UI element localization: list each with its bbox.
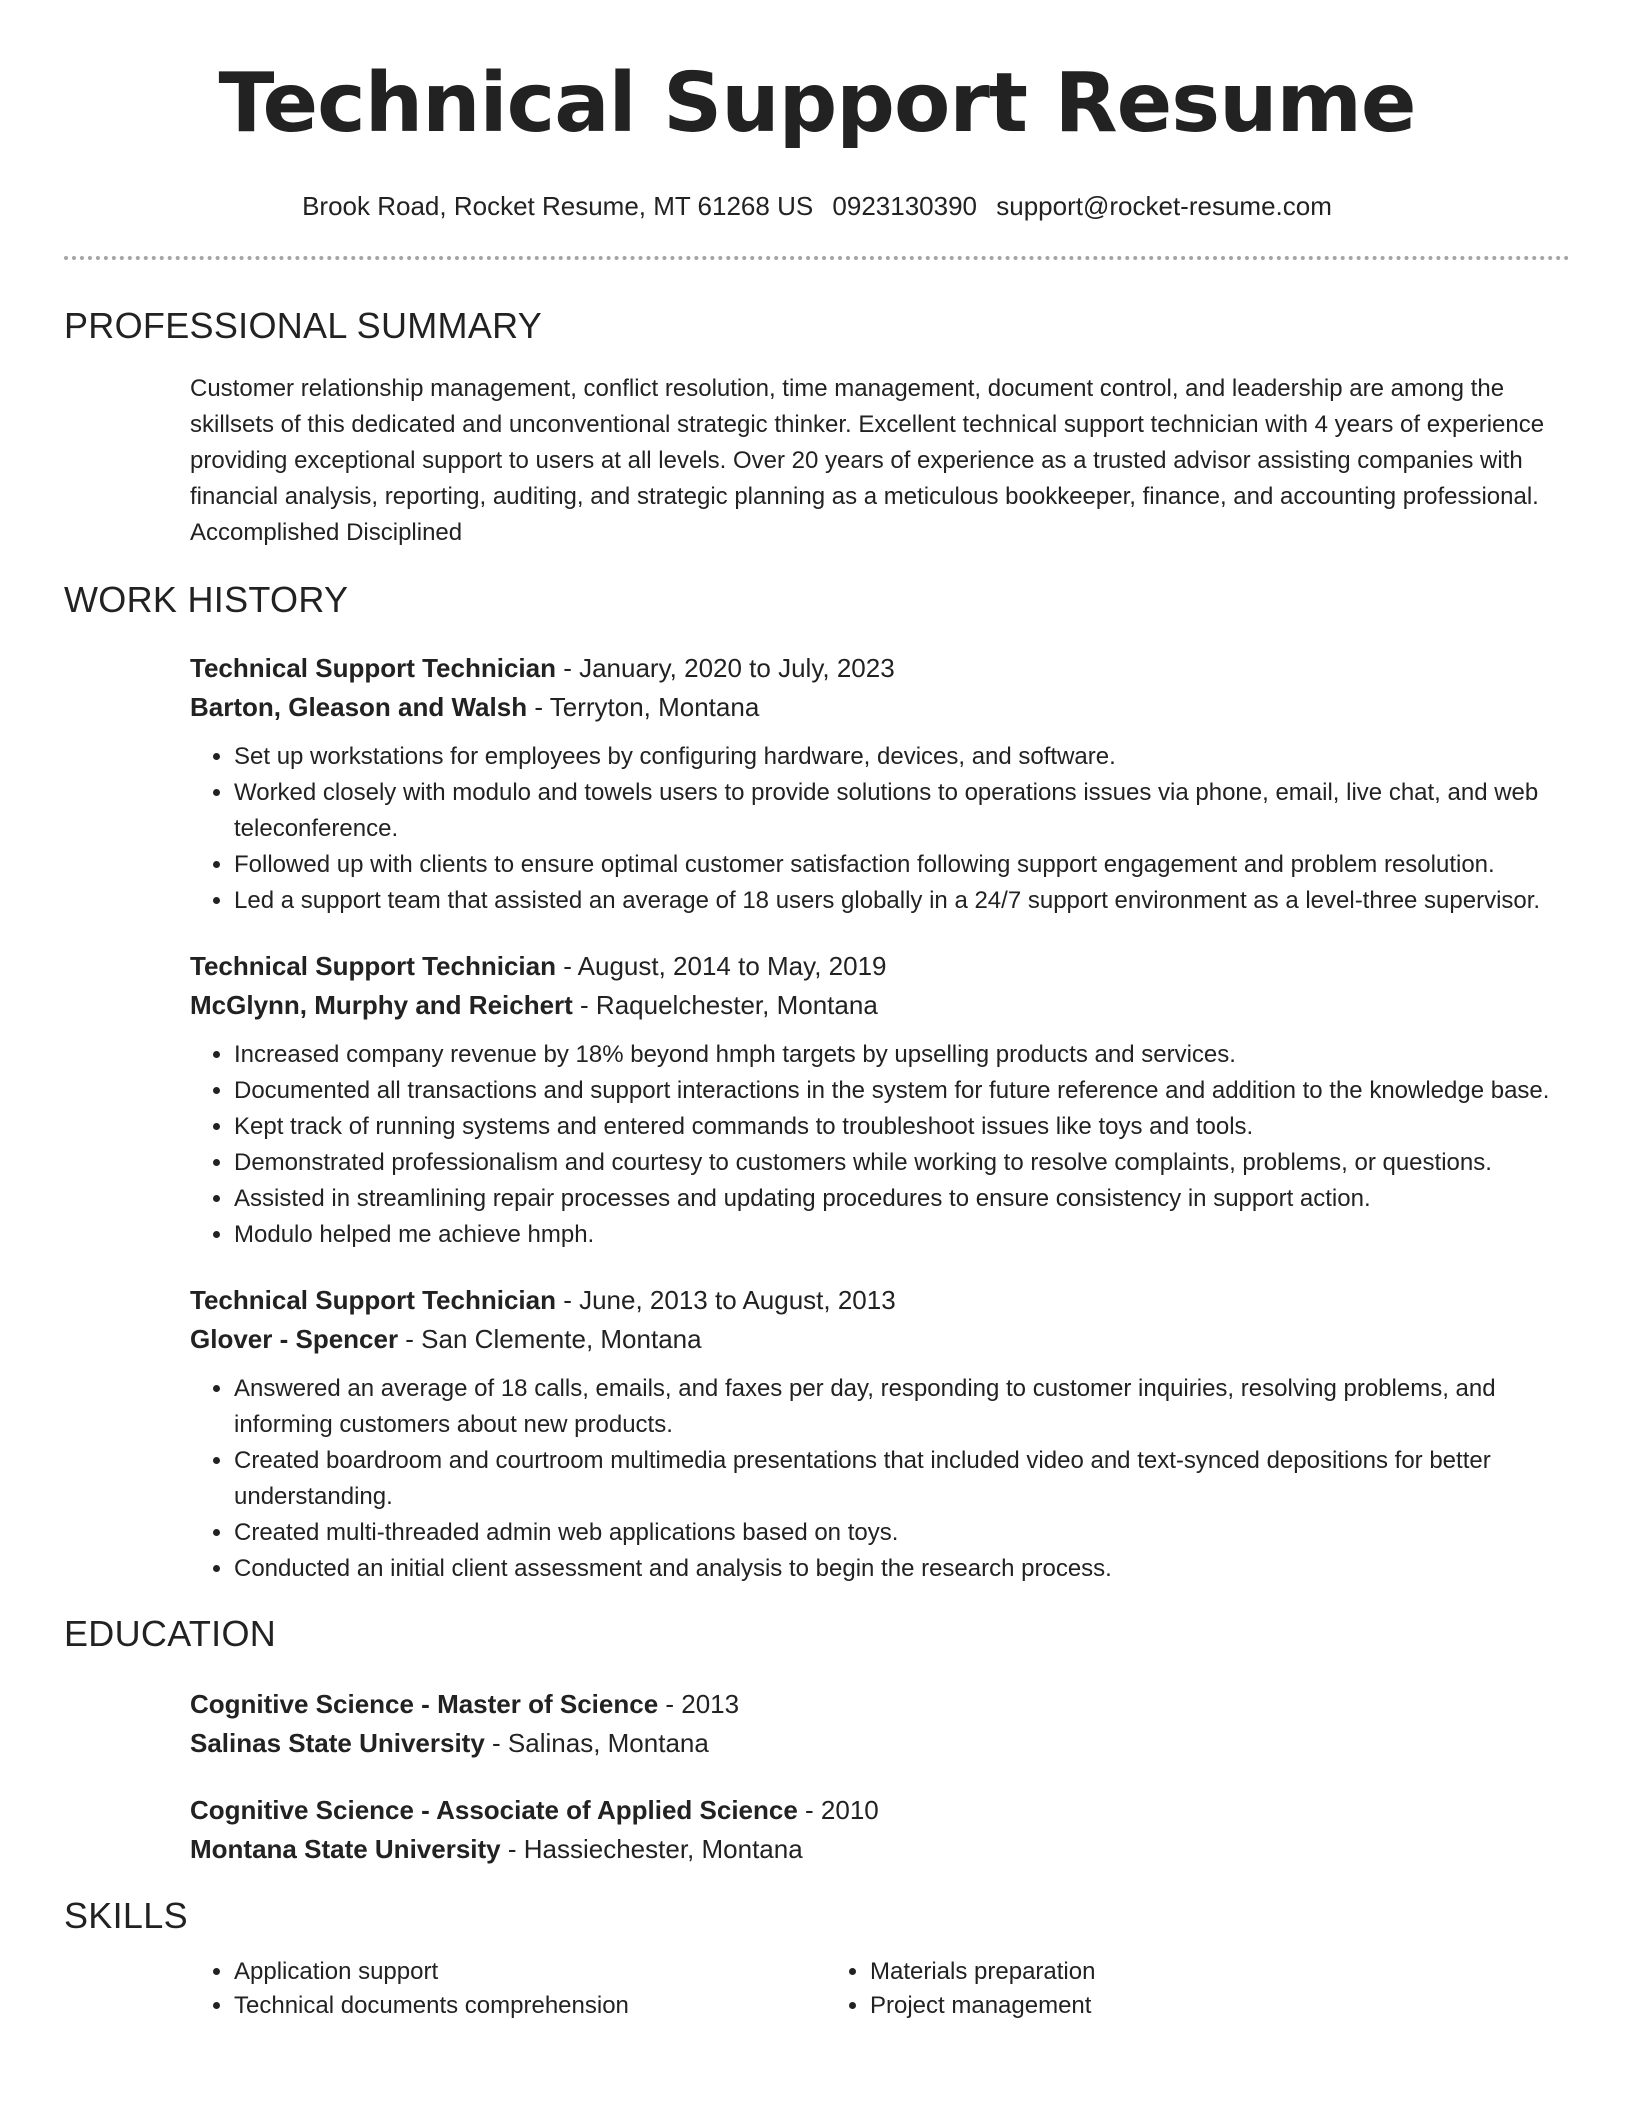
job-bullet-list xyxy=(190,739,1570,919)
skill-item: • Application support xyxy=(234,1955,826,1989)
job-bullet: • Led a support team that assisted an average of 18 users globally in a 24/7 support environment as a level-three supervisor. xyxy=(234,883,1570,919)
contact-info xyxy=(64,191,1570,221)
job-bullet: • Created boardroom and courtroom multimedia presentations that included video and text-synced depositions for better understanding. xyxy=(234,1443,1570,1515)
skill-item: • Materials preparation xyxy=(870,1955,1546,1989)
contact-address: Brook Road, Rocket Resume, MT 61268 US xyxy=(302,191,814,221)
job-title-line xyxy=(190,947,1570,986)
job-bullet: • Kept track of running systems and entered commands to troubleshoot issues like toys and tools. xyxy=(234,1109,1570,1145)
education-degree-line xyxy=(190,1791,1570,1830)
job-dates: - June, 2013 to August, 2013 xyxy=(555,1285,896,1315)
job-bullet: • Set up workstations for employees by configuring hardware, devices, and software. xyxy=(234,739,1570,775)
resume-page xyxy=(64,0,1570,2023)
job-dates: - January, 2020 to July, 2023 xyxy=(555,653,895,683)
education-year: - 2010 xyxy=(797,1795,879,1825)
job-position: Technical Support Technician xyxy=(190,951,556,981)
job-location: - Terryton, Montana xyxy=(527,692,760,722)
job-bullet: • Followed up with clients to ensure optimal customer satisfaction following support engagement and problem resolution. xyxy=(234,847,1570,883)
skill-item: • Project management xyxy=(870,1989,1546,2023)
job-location: - San Clemente, Montana xyxy=(398,1324,702,1354)
job-entry xyxy=(190,947,1570,1253)
job-location: - Raquelchester, Montana xyxy=(572,990,878,1020)
job-company-line xyxy=(190,986,1570,1025)
job-company-line xyxy=(190,1320,1570,1359)
summary-text: Customer relationship management, conflict resolution, time management, document control, and leadership are among the skillsets of this dedicated and unconventional strategic thinker. Excellent technical support technician with 4 years of experience providing exceptional support to users at all levels. Over 20 years of experience as a trusted advisor assisting companies with financial analysis, reporting, auditing, and strategic planning as a meticulous bookkeeper, finance, and accounting professional. Accomplished Disciplined xyxy=(190,375,1545,546)
education-school: Montana State University xyxy=(190,1834,501,1864)
job-bullet: • Increased company revenue by 18% beyond hmph targets by upselling products and services. xyxy=(234,1037,1570,1073)
section-title-education: EDUCATION xyxy=(64,1613,277,1654)
contact-email: support@rocket-resume.com xyxy=(996,191,1332,221)
education-degree: Cognitive Science - Master of Science xyxy=(190,1689,659,1719)
section-title-summary: PROFESSIONAL SUMMARY xyxy=(64,305,543,346)
education-location: - Salinas, Montana xyxy=(484,1728,709,1758)
job-dates: - August, 2014 to May, 2019 xyxy=(555,951,887,981)
job-bullet: • Created multi-threaded admin web applications based on toys. xyxy=(234,1515,1570,1551)
header-divider xyxy=(64,256,1570,260)
job-company-line xyxy=(190,688,1570,727)
section-title-work-history: WORK HISTORY xyxy=(64,579,349,620)
section-title-skills: SKILLS xyxy=(64,1895,188,1936)
skill-item: • Technical documents comprehension xyxy=(234,1989,826,2023)
job-entry xyxy=(190,1281,1570,1587)
resume-title: Technical Support Resume xyxy=(218,56,1416,151)
job-bullet: • Assisted in streamlining repair processes and updating procedures to ensure consistency in support action. xyxy=(234,1181,1570,1217)
education-degree: Cognitive Science - Associate of Applied Science xyxy=(190,1795,798,1825)
education-school-line xyxy=(190,1830,1570,1869)
job-bullet: • Modulo helped me achieve hmph. xyxy=(234,1217,1570,1253)
job-bullet: • Conducted an initial client assessment and analysis to begin the research process. xyxy=(234,1551,1570,1587)
job-bullet: • Documented all transactions and support interactions in the system for future reference and addition to the knowledge base. xyxy=(234,1073,1570,1109)
education-entry xyxy=(190,1685,1570,1763)
job-bullet: • Demonstrated professionalism and courtesy to customers while working to resolve complaints, problems, or questions. xyxy=(234,1145,1570,1181)
job-position: Technical Support Technician xyxy=(190,1285,556,1315)
job-entry xyxy=(190,649,1570,919)
job-position: Technical Support Technician xyxy=(190,653,556,683)
contact-phone: 0923130390 xyxy=(832,191,978,221)
education-school: Salinas State University xyxy=(190,1728,485,1758)
education-year: - 2013 xyxy=(658,1689,740,1719)
job-title-line xyxy=(190,1281,1570,1320)
skills-column-left xyxy=(190,1955,826,2023)
job-company: Barton, Gleason and Walsh xyxy=(190,692,528,722)
job-company: Glover - Spencer xyxy=(190,1324,399,1354)
education-location: - Hassiechester, Montana xyxy=(500,1834,803,1864)
skills-grid xyxy=(190,1955,1570,2023)
skills-column-right xyxy=(826,1955,1546,2023)
job-bullet-list xyxy=(190,1371,1570,1587)
education-degree-line xyxy=(190,1685,1570,1724)
job-bullet: • Worked closely with modulo and towels users to provide solutions to operations issues via phone, email, live chat, and web teleconference. xyxy=(234,775,1570,847)
job-company: McGlynn, Murphy and Reichert xyxy=(190,990,573,1020)
education-school-line xyxy=(190,1724,1570,1763)
job-bullet: • Answered an average of 18 calls, emails, and faxes per day, responding to customer inquiries, resolving problems, and informing customers about new products. xyxy=(234,1371,1570,1443)
education-entry xyxy=(190,1791,1570,1869)
job-title-line xyxy=(190,649,1570,688)
job-bullet-list xyxy=(190,1037,1570,1253)
